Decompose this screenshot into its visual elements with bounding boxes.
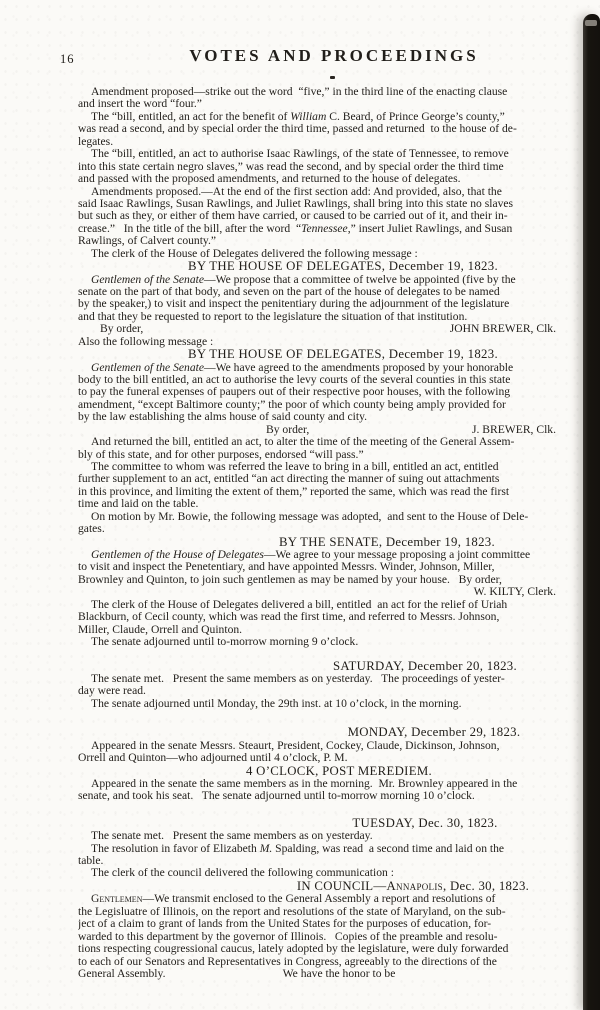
text-line: The committee to whom was referred the leave to bring in a bill, entitled an act, entitled <box>91 460 499 474</box>
binding-highlight <box>585 20 597 26</box>
text-line: The senate met. Present the same members as on yesterday. The proceedings of yester- <box>91 671 505 685</box>
text-line: The clerk of the House of Delegates delivered the following message : <box>91 246 418 260</box>
text-line: was read a second, and by special order the third time, passed and returned to the house of de- <box>78 122 517 136</box>
text-segment: By order, <box>100 322 144 336</box>
text-segment: JOHN BREWER, Clk. <box>449 322 556 336</box>
text-line: The senate adjourned until to-morrow morning 9 o’clock. <box>91 635 359 649</box>
text-line: and insert the word “four.” <box>78 97 202 111</box>
text-line: Gentlemen of the House of Delegates—We agree to your message proposing a joint committee <box>91 548 531 562</box>
text-line: Amendments proposed.—At the end of the first section add: And provided, also, that the <box>91 184 502 198</box>
text-line: crease.” In the title of the bill, after the word “Tennessee,” insert Juliet Rawlings, and Susan <box>78 221 513 235</box>
text-line <box>78 968 600 980</box>
text-line: in this province, and limiting the extent of them,” reported the same, which was read the first <box>78 484 510 498</box>
text-line: tions respecting cougressional caucus, lately adopted by the legislature, were duly forwarded <box>78 942 509 956</box>
text-line: gates. <box>78 522 105 536</box>
text-line: Appeared in the senate the same members as in the morning. Mr. Brownley appeared in the <box>91 776 518 790</box>
text-line: Gentlemen—We transmit enclosed to the General Assembly a report and resolutions of <box>91 892 496 906</box>
text-line: Brownley and Quinton, to join such gentlemen as may be named by your house. By order, <box>78 572 502 586</box>
text-line: senate on the part of that body, and seven on the part of the house of delegates to be named <box>78 284 500 298</box>
text-line: warded to this department by the governor of Illinois. Copies of the preamble and resolu- <box>78 929 498 943</box>
text-line: Appeared in the senate Messrs. Steaurt, President, Cockey, Claude, Dickinson, Johnson, <box>91 738 500 752</box>
text-segment: General Assembly. <box>78 966 166 980</box>
text-line: senate, and took his seat. The senate adjourned until to-morrow morning 10 o’clock. <box>78 789 475 803</box>
text-line: table. <box>78 854 104 868</box>
text-line: SATURDAY, December 20, 1823. <box>333 658 517 673</box>
text-line: The clerk of the House of Delegates delivered a bill, entitled an act for the relief of Uriah <box>91 597 508 611</box>
text-line: The clerk of the council delivered the following communication : <box>91 866 394 880</box>
text-line: The senate met. Present the same members as on yesterday. <box>91 829 373 843</box>
text-line: BY THE SENATE, December 19, 1823. <box>278 534 496 549</box>
text-line: MONDAY, December 29, 1823. <box>347 725 521 740</box>
text-line: further supplement to an act, entitled “an act directing the manner of suing out attachments <box>78 472 500 486</box>
text-line: legates. <box>78 134 114 148</box>
text-line: 4 O’CLOCK, POST MEREDIEM. <box>245 763 433 778</box>
text-line: W. KILTY, Clerk. <box>473 585 556 599</box>
text-line: the Legisluatre of Illinois, on the report and resolutions of the state of Maryland, on the sub- <box>78 904 506 918</box>
text-line: into this state certain negro slaves,” was read the second, and by special order the third time <box>78 159 504 173</box>
text-line: Orrell and Quinton—who adjourned until 4 o’clock, P. M. <box>78 751 348 765</box>
text-line: said Isaac Rawlings, Susan Rawlings, and Juliet Rawlings, shall bring into this state no slaves <box>78 196 514 210</box>
text-line: ject of a claim to grant of lands from the United States for the purposes of education, for- <box>78 917 492 931</box>
page-title: VOTES AND PROCEEDINGS <box>189 46 479 65</box>
text-line: BY THE HOUSE OF DELEGATES, December 19, 1823. <box>188 259 498 274</box>
text-line: Gentlemen of the Senate—We propose that a committee of twelve be appointed (five by the <box>91 272 516 286</box>
text-line: TUESDAY, Dec. 30, 1823. <box>352 815 498 830</box>
text-line: Also the following message : <box>78 334 214 348</box>
text-segment: J. BREWER, Clk. <box>471 422 556 436</box>
text-line: BY THE HOUSE OF DELEGATES, December 19, 1823. <box>188 347 498 362</box>
text-line: day were read. <box>78 684 146 698</box>
text-line: to each of our Senators and Representatives in Congress, agreeably to the directions of the <box>78 954 497 968</box>
text-line: Gentlemen of the Senate—We have agreed to the amendments proposed by your honorable <box>91 360 514 374</box>
document-body-text <box>78 86 600 1008</box>
text-line: to pay the funeral expenses of paupers out of their respective poor houses, with the following <box>78 385 511 399</box>
text-line: by the law establishing the alms house of said county and city. <box>78 410 368 424</box>
text-segment: We have the honor to be <box>282 966 396 980</box>
text-line: Miller, Claude, Orrell and Quinton. <box>78 622 243 636</box>
text-line <box>78 323 600 335</box>
page-number: 16 <box>60 52 75 66</box>
text-line: Amendment proposed—strike out the word “five,” in the third line of the enacting clause <box>91 86 508 98</box>
text-line: but such as they, or either of them have carried, or caused to be carried out of it, and their in- <box>78 209 508 223</box>
text-line: The “bill, entitled, an act for the benefit of William C. Beard, of Prince George’s county,” <box>91 109 505 123</box>
book-binding-strip <box>583 14 600 1010</box>
text-line: The senate adjourned until Monday, the 29th inst. at 10 o’clock, in the morning. <box>91 696 462 710</box>
text-line: to visit and inspect the Penetentiary, and have appointed Messrs. Winder, Johnson, Miller, <box>78 560 495 574</box>
text-line: and passed with the proposed amendments, and returned to the house of delegates. <box>78 172 461 186</box>
text-segment: By order, <box>266 422 310 436</box>
text-line: The resolution in favor of Elizabeth M. Spalding, was read a second time and laid on the <box>91 841 505 855</box>
text-line: and that they be requested to report to the legislature the situation of that institution. <box>78 309 468 323</box>
text-line: Rawlings, of Calvert county.” <box>78 234 217 248</box>
text-line: bly of this state, and for other purposes, endorsed “will pass.” <box>78 447 364 461</box>
text-line: And returned the bill, entitled an act, to alter the time of the meeting of the General Assem- <box>91 435 515 449</box>
text-line: IN COUNCIL—Annapolis, Dec. 30, 1823. <box>296 878 530 893</box>
text-line: Blackburn, of Cecil county, which was read the first time, and referred to Messrs. Johnson, <box>78 610 500 624</box>
text-line: The “bill, entitled, an act to authorise Isaac Rawlings, of the state of Tennessee, to remove <box>91 147 509 161</box>
text-line: On motion by Mr. Bowie, the following message was adopted, and sent to the House of Dele- <box>91 509 529 523</box>
title-ornament-dot <box>330 76 335 79</box>
text-line: time and laid on the table. <box>78 497 199 511</box>
text-line: by the speaker,) to visit and inspect the penitentiary during the adjournment of the legislature <box>78 297 510 311</box>
text-line: body to the bill entitled, an act to authorise the levy courts of the several counties in this state <box>78 372 511 386</box>
text-line: amendment, “except Baltimore county;” the poor of which county being amply provided for <box>78 397 506 411</box>
